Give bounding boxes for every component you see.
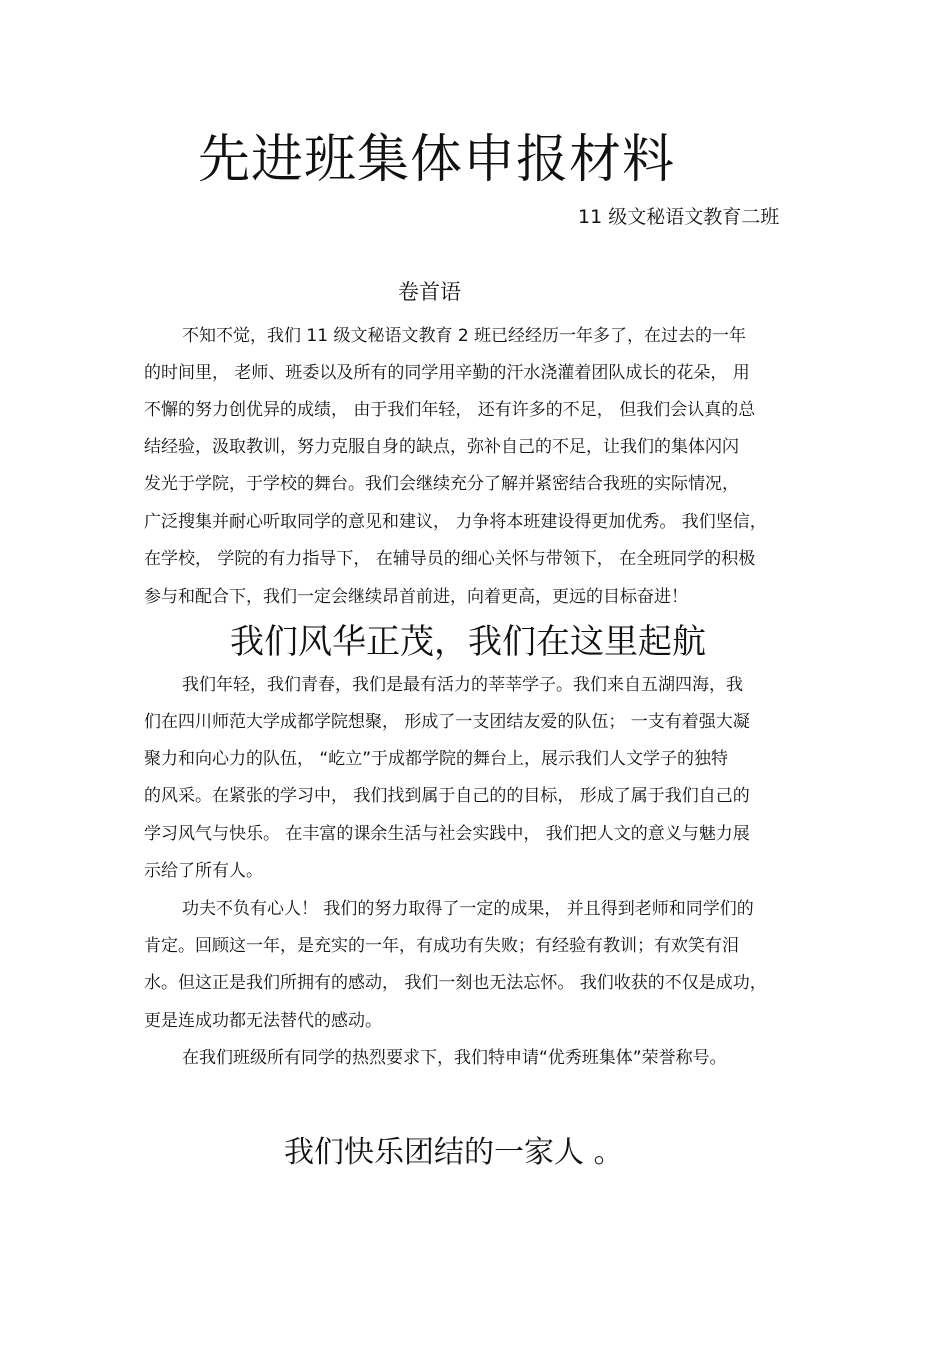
body-line: 们在四川师范大学成都学院想聚， 形成了一支团结友爱的队伍； 一支有着强大凝 [144, 712, 750, 732]
body-line: 水。但这正是我们所拥有的感动， 我们一刻也无法忘怀。 我们收获的不仅是成功， [144, 973, 767, 993]
preface-line: 不懈的努力创优异的成绩， 由于我们年轻， 还有许多的不足， 但我们会认真的总 [144, 400, 756, 420]
preface-line: 结经验，汲取教训，努力克服自身的缺点，弥补自己的不足，让我们的集体闪闪 [144, 437, 739, 457]
body-line: 在我们班级所有同学的热烈要求下，我们特申请“优秀班集体”荣誉称号。 [182, 1048, 727, 1068]
body-line: 示给了所有人。 [144, 861, 263, 881]
body-line: 聚力和向心力的队伍， “屹立”于成都学院的舞台上，展示我们人文学子的独特 [144, 749, 729, 769]
class-name: 11 级文秘语文教育二班 [578, 206, 780, 228]
body-line: 肯定。回顾这一年，是充实的一年，有成功有失败；有经验有教训；有欢笑有泪 [144, 936, 739, 956]
body-line: 学习风气与快乐。 在丰富的课余生活与社会实践中， 我们把人文的意义与魅力展 [144, 824, 750, 844]
body-line: 我们年轻，我们青春，我们是最有活力的莘莘学子。我们来自五湖四海，我 [182, 675, 743, 695]
preface-line: 不知不觉，我们 11 级文秘语文教育 2 班已经经历一年多了，在过去的一年 [182, 326, 747, 346]
preface-line: 广泛搜集并耐心听取同学的意见和建议， 力争将本班建设得更加优秀。 我们坚信， [144, 512, 767, 532]
body-line: 更是连成功都无法替代的感动。 [144, 1011, 382, 1031]
preface-line: 参与和配合下，我们一定会继续昂首前进，向着更高，更远的目标奋进！ [144, 587, 688, 607]
section-heading: 我们风华正茂，我们在这里起航 [230, 622, 706, 662]
body-line: 的风采。在紧张的学习中， 我们找到属于自己的的目标， 形成了属于我们自己的 [144, 786, 750, 806]
preface-line: 发光于学院，于学校的舞台。我们会继续充分了解并紧密结合我班的实际情况， [144, 474, 739, 494]
preface-line: 在学校， 学院的有力指导下， 在辅导员的细心关怀与带领下， 在全班同学的积极 [144, 549, 756, 569]
body-line: 功夫不负有心人！ 我们的努力取得了一定的成果， 并且得到老师和同学们的 [182, 899, 754, 919]
preface-line: 的时间里， 老师、班委以及所有的同学用辛勤的汗水浇灌着团队成长的花朵， 用 [144, 363, 750, 383]
section-heading: 我们快乐团结的一家人 。 [284, 1135, 624, 1170]
document-title: 先进班集体申报材料 [198, 130, 676, 190]
preface-heading: 卷首语 [398, 280, 461, 304]
